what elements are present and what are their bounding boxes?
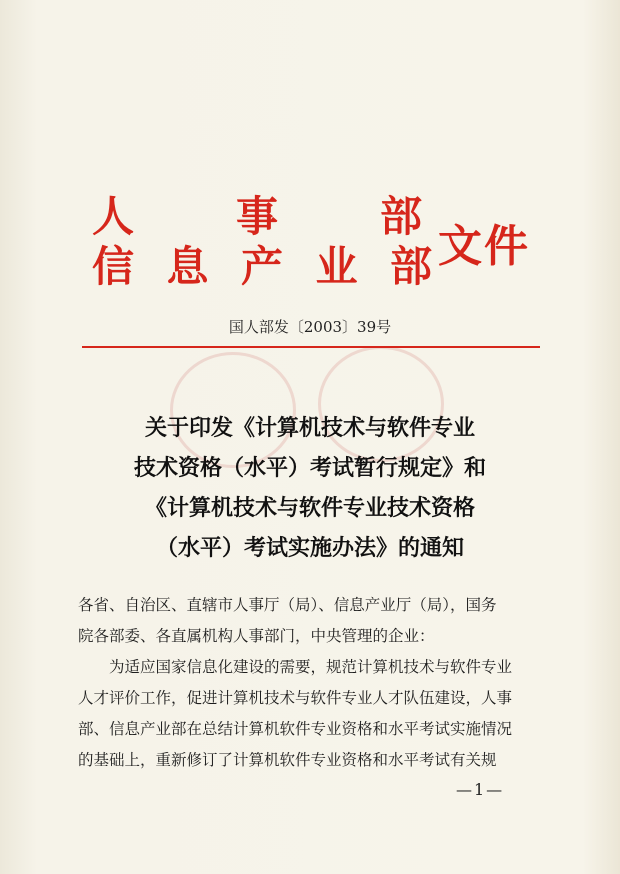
page-number: —1— xyxy=(456,780,505,799)
title-line: 关于印发《计算机技术与软件专业 xyxy=(144,415,475,441)
issuer-char: 信 xyxy=(92,242,135,291)
paragraph-line: 人才评价工作，促进计算机技术与软件专业人才队伍建设，人事 xyxy=(78,689,513,707)
issuer-char: 部 xyxy=(379,192,422,241)
document-body xyxy=(78,590,544,776)
red-separator-line xyxy=(82,346,540,348)
addressee-line: 院各部委、各直属机构人事部门，中央管理的企业： xyxy=(78,627,435,645)
issuer-char: 业 xyxy=(315,242,358,291)
paragraph-line: 部、信息产业部在总结计算机软件专业资格和水平考试实施情况 xyxy=(78,720,513,738)
title-line: 《计算机技术与软件专业技术资格 xyxy=(144,495,475,521)
addressee-line: 各省、自治区、直辖市人事厅（局）、信息产业厅（局），国务 xyxy=(78,596,497,614)
paragraph-line: 为适应国家信息化建设的需要，规范计算机技术与软件专业 xyxy=(109,658,513,676)
issuer-char: 部 xyxy=(389,242,432,291)
paragraph-line: 的基础上，重新修订了计算机软件专业资格和水平考试有关规 xyxy=(78,751,497,769)
title-line: 技术资格（水平）考试暂行规定》和 xyxy=(133,455,486,481)
title-line: （水平）考试实施办法》的通知 xyxy=(155,535,464,561)
document-title xyxy=(80,408,540,568)
issuer-line-1 xyxy=(92,192,422,241)
issuer-char: 产 xyxy=(240,242,283,291)
issuer-char: 事 xyxy=(235,192,278,241)
issuer-suffix-wenjian: 文件 xyxy=(438,221,530,272)
issuer-char: 息 xyxy=(166,242,209,291)
issuer-line-2 xyxy=(92,242,432,291)
issuer-char: 人 xyxy=(92,192,135,241)
document-number: 国人部发〔2003〕39号 xyxy=(228,318,392,336)
